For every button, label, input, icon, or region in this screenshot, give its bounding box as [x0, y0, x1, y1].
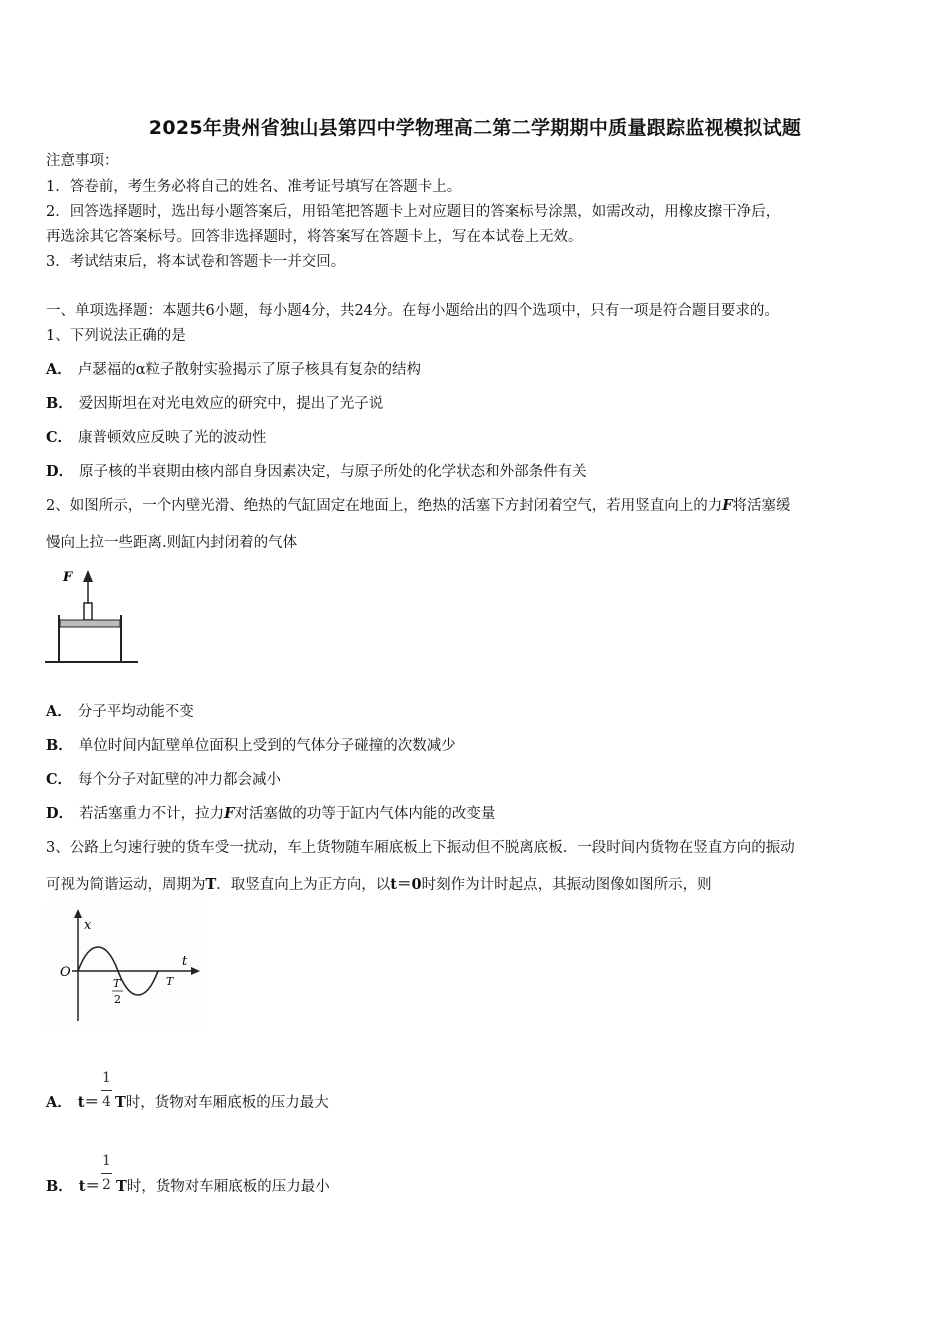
q2-option-a: A． 分子平均动能不变	[46, 703, 194, 720]
period-label: T	[166, 975, 174, 988]
notice-item-3: 3．考试结束后，将本试卷和答题卡一并交回。	[46, 254, 346, 270]
vibration-graph	[42, 903, 208, 1027]
q3-b-fraction-bar	[101, 1173, 112, 1174]
notice-item-1: 1．答卷前，考生务必将自己的姓名、准考证号填写在答题卡上。	[46, 179, 462, 195]
notice-item-2: 2．回答选择题时，选出每小题答案后，用铅笔把答题卡上对应题目的答案标号涂黑，如需改动，用橡皮擦干净后，	[46, 204, 781, 220]
q2-option-d: D． 若活塞重力不计，拉力F对活塞做的功等于缸内气体内能的改变量	[46, 805, 496, 822]
q1-option-c: C． 康普顿效应反映了光的波动性	[46, 429, 267, 446]
q1-option-a: A． 卢瑟福的α粒子散射实验揭示了原子核具有复杂的结构	[46, 361, 422, 378]
origin-label: O	[60, 965, 71, 980]
piston	[60, 620, 120, 627]
piston-rod	[84, 603, 92, 620]
notice-item-2-cont: 再选涂其它答案标号。回答非选择题时，将答案写在答题卡上，写在本试卷上无效。	[46, 229, 583, 245]
q2-stem-line2: 慢向上拉一些距离.则缸内封闭着的气体	[46, 535, 298, 551]
x-axis-label: x	[84, 918, 92, 933]
q3-stem-line1: 3、公路上匀速行驶的货车受一扰动，车上货物随车厢底板上下振动但不脱离底板．一段时间内货物在竖直方向的振动	[46, 840, 795, 856]
q3-option-b: B． t＝ T时，货物对车厢底板的压力最小	[46, 1178, 330, 1195]
force-arrowhead	[83, 570, 93, 582]
page-title: 2025年贵州省独山县第四中学物理高二第二学期期中质量跟踪监视模拟试题	[148, 117, 802, 139]
t-axis-label: t	[182, 954, 188, 969]
piston-cylinder-figure	[44, 565, 140, 667]
q3-option-a: A． t＝ T时，货物对车厢底板的压力最大	[46, 1094, 329, 1111]
q3-a-numerator: 1	[102, 1070, 111, 1086]
q1-option-d: D． 原子核的半衰期由核内部自身因素决定，与原子所处的化学状态和外部条件有关	[46, 463, 587, 480]
q3-a-denominator: 4	[102, 1094, 111, 1110]
half-period-numerator: T	[113, 977, 121, 990]
q2-option-b: B． 单位时间内缸壁单位面积上受到的气体分子碰撞的次数减少	[46, 737, 456, 754]
q3-b-denominator: 2	[102, 1177, 111, 1193]
half-period-denominator: 2	[114, 993, 121, 1006]
force-label: F	[63, 570, 73, 585]
q3-b-numerator: 1	[102, 1153, 111, 1169]
notice-heading: 注意事项：	[46, 153, 119, 169]
section-heading: 一、单项选择题：本题共6小题，每小题4分，共24分。在每小题给出的四个选项中，只有一项是符合题目要求的。	[46, 303, 779, 319]
q3-stem-line2: 可视为简谐运动，周期为T．取竖直向上为正方向，以t＝0时刻作为计时起点，其振动图像如图所示，则	[46, 876, 712, 893]
q3-a-fraction-bar	[101, 1090, 112, 1091]
q2-option-c: C． 每个分子对缸壁的冲力都会减小	[46, 771, 282, 788]
q1-option-b: B． 爱因斯坦在对光电效应的研究中，提出了光子说	[46, 395, 384, 412]
q2-stem-line1: 2、如图所示，一个内壁光滑、绝热的气缸固定在地面上，绝热的活塞下方封闭着空气，若用竖直向上的力F将活塞缓	[46, 497, 791, 514]
q1-stem: 1、下列说法正确的是	[46, 328, 186, 344]
